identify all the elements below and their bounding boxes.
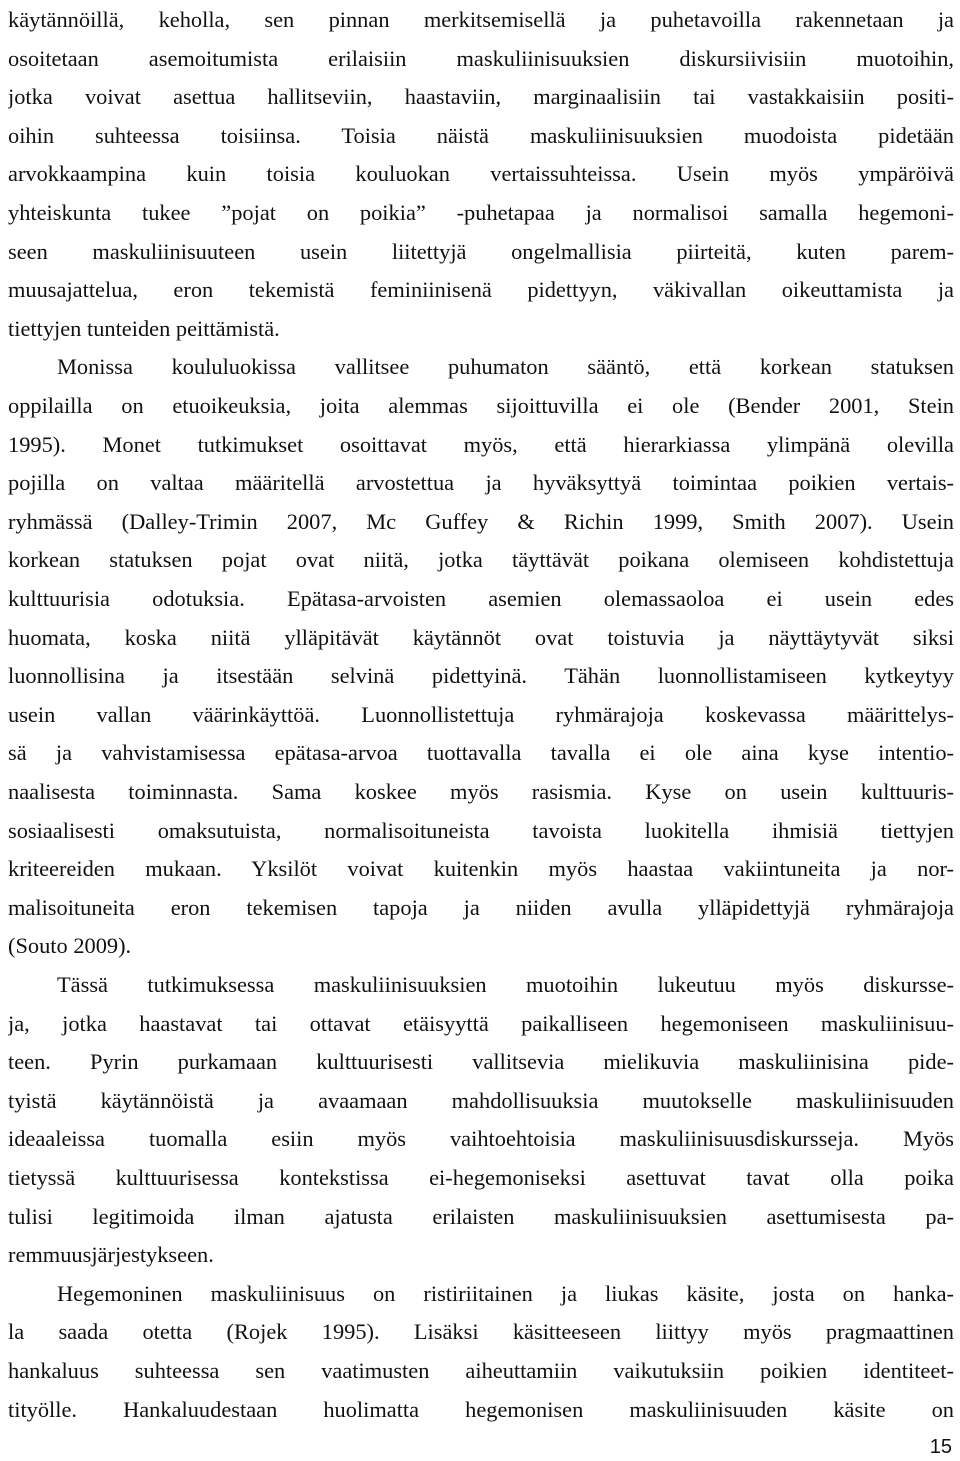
text-line: teen. Pyrin purkamaan kulttuurisesti vallitsevia mielikuvia maskuliinisina pide- bbox=[8, 1049, 954, 1075]
text-line: remmuusjärjestykseen. bbox=[8, 1242, 214, 1268]
text-line: sä ja vahvistamisessa epätasa-arvoa tuottavalla tavalla ei ole aina kyse intentio- bbox=[8, 740, 954, 766]
text-line: arvokkaampina kuin toisia kouluokan vertaissuhteissa. Usein myös ympäröivä bbox=[8, 161, 954, 187]
text-line: ja, jotka haastavat tai ottavat etäisyyttä paikalliseen hegemoniseen maskuliinisuu- bbox=[8, 1010, 954, 1036]
text-line: seen maskuliinisuuteen usein liitettyjä ongelmallisia piirteitä, kuten parem- bbox=[8, 238, 954, 264]
text-line: naalisesta toiminnasta. Sama koskee myös rasismia. Kyse on usein kulttuuris- bbox=[8, 779, 954, 804]
text-line: tulisi legitimoida ilman ajatusta erilaisten maskuliinisuuksien asettumisesta pa- bbox=[8, 1203, 954, 1229]
text-line: (Souto 2009). bbox=[8, 933, 132, 959]
text-line: la saada otetta (Rojek 1995). Lisäksi käsitteeseen liittyy myös pragmaattinen bbox=[8, 1319, 954, 1345]
text-line: 1995). Monet tutkimukset osoittavat myös, että hierarkiassa ylimpänä olevilla bbox=[8, 431, 954, 457]
text-line: oihin suhteessa toisiinsa. Toisia näistä maskuliinisuuksien muodoista pidetään bbox=[8, 122, 954, 148]
text-line: yhteiskunta tukee ”pojat on poikia” -puhetapaa ja normalisoi samalla hegemoni- bbox=[8, 200, 954, 225]
text-line: tyistä käytännöistä ja avaamaan mahdollisuuksia muutokselle maskuliinisuuden bbox=[8, 1087, 954, 1113]
text-line: Monissa koululuokissa vallitsee puhumaton sääntö, että korkean statuksen bbox=[57, 354, 954, 380]
text-line: muusajattelua, eron tekemistä feminiinisenä pidettyyn, väkivallan oikeuttamista ja bbox=[8, 277, 954, 303]
text-line: tiettyjen tunteiden peittämistä. bbox=[8, 315, 280, 341]
text-line: ryhmässä (Dalley-Trimin 2007, Mc Guffey & Richin 1999, Smith 2007). Usein bbox=[8, 508, 954, 534]
text-line: korkean statuksen pojat ovat niitä, jotka täyttävät poikana olemiseen kohdistettuja bbox=[8, 547, 954, 573]
text-line: pojilla on valtaa määritellä arvostettua ja hyväksyttyä toimintaa poikien vertais- bbox=[8, 470, 954, 496]
text-line: Tässä tutkimuksessa maskuliinisuuksien muotoihin lukeutuu myös diskursse- bbox=[57, 972, 954, 997]
page-number: 15 bbox=[929, 1436, 952, 1458]
text-line: osoitetaan asemoitumista erilaisiin maskuliinisuuksien diskursiivisiin muotoihin, bbox=[8, 45, 954, 71]
text-line: sosiaalisesti omaksutuista, normalisoituneista tavoista luokitella ihmisiä tiettyjen bbox=[8, 817, 954, 843]
text-line: malisoituneita eron tekemisen tapoja ja niiden avulla ylläpidettyjä ryhmärajoja bbox=[8, 894, 954, 920]
text-line: oppilailla on etuoikeuksia, joita alemmas sijoittuvilla ei ole (Bender 2001, Stein bbox=[8, 393, 954, 418]
text-line: käytännöillä, keholla, sen pinnan merkitsemisellä ja puhetavoilla rakennetaan ja bbox=[8, 7, 954, 32]
text-line: ideaaleissa tuomalla esiin myös vaihtoehtoisia maskuliinisuusdiskursseja. Myös bbox=[8, 1126, 954, 1152]
text-line: tityölle. Hankaluudestaan huolimatta hegemonisen maskuliinisuuden käsite on bbox=[8, 1396, 954, 1422]
text-line: kriteereiden mukaan. Yksilöt voivat kuitenkin myös haastaa vakiintuneita ja nor- bbox=[8, 856, 954, 882]
text-line: tietyssä kulttuurisessa kontekstissa ei-hegemoniseksi asettuvat tavat olla poika bbox=[8, 1165, 954, 1190]
text-line: luonnollisina ja itsestään selvinä pidettyinä. Tähän luonnollistamiseen kytkeytyy bbox=[8, 663, 954, 689]
text-line: huomata, koska niitä ylläpitävät käytännöt ovat toistuvia ja näyttäytyvät siksi bbox=[8, 624, 954, 650]
text-line: usein vallan väärinkäyttöä. Luonnollistettuja ryhmärajoja koskevassa määrittelys- bbox=[8, 701, 954, 727]
text-line: Hegemoninen maskuliinisuus on ristiriitainen ja liukas käsite, josta on hanka- bbox=[57, 1280, 954, 1306]
text-line: hankaluus suhteessa sen vaatimusten aiheuttamiin vaikutuksiin poikien identiteet- bbox=[8, 1358, 954, 1383]
text-line: jotka voivat asettua hallitseviin, haastaviin, marginaalisiin tai vastakkaisiin positi- bbox=[8, 84, 954, 110]
text-line: kulttuurisia odotuksia. Epätasa-arvoisten asemien olemassaoloa ei usein edes bbox=[8, 586, 954, 611]
